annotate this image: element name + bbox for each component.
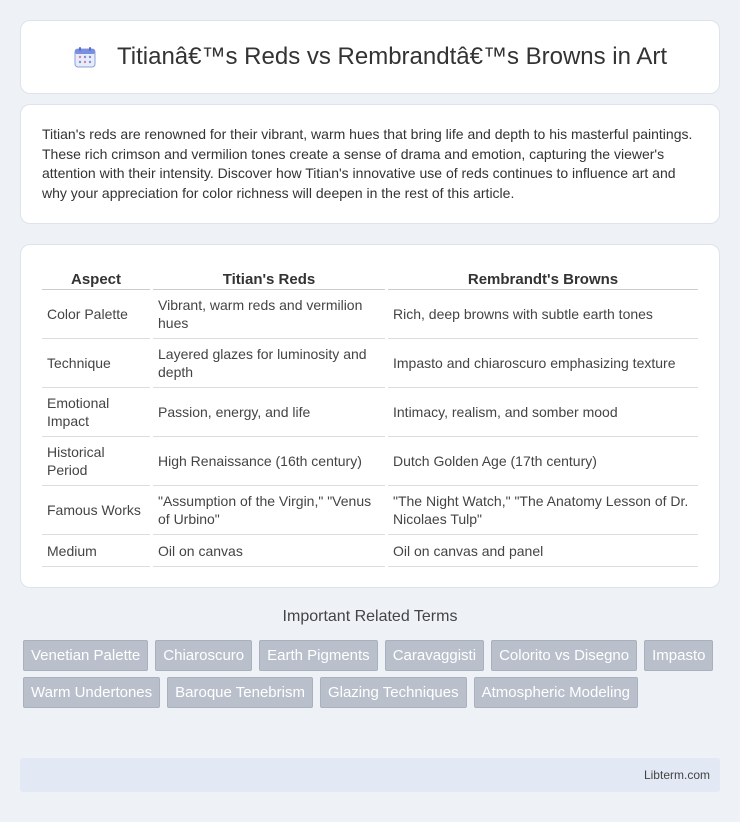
title-card [20,20,720,94]
table-cell-rembrandt: Oil on canvas and panel [388,535,698,567]
table-row [42,535,698,567]
table-row [42,290,698,339]
tag-atmospheric-modeling[interactable]: Atmospheric Modeling [474,677,638,708]
table-cell-titian: Oil on canvas [153,535,385,567]
tag-chiaroscuro[interactable]: Chiaroscuro [155,640,252,671]
table-cell-aspect: Medium [42,535,150,567]
table-cell-rembrandt: Intimacy, realism, and somber mood [388,388,698,437]
table-header-row [42,265,698,290]
comparison-table [39,265,701,567]
header-aspect: Aspect [42,265,150,290]
tag-warm-undertones[interactable]: Warm Undertones [23,677,160,708]
table-row [42,486,698,535]
table-cell-titian: Passion, energy, and life [153,388,385,437]
tag-venetian-palette[interactable]: Venetian Palette [23,640,148,671]
page-title: Titianâ€™s Reds vs Rembrandtâ€™s Browns in Art [117,43,667,70]
footer-brand-link[interactable]: Libterm.com [643,768,710,782]
table-cell-titian: "Assumption of the Virgin," "Venus of Urbino" [153,486,385,535]
tag-earth-pigments[interactable]: Earth Pigments [259,640,378,671]
table-cell-rembrandt: Dutch Golden Age (17th century) [388,437,698,486]
table-cell-rembrandt: "The Night Watch," "The Anatomy Lesson of Dr. Nicolaes Tulp" [388,486,698,535]
tag-caravaggisti[interactable]: Caravaggisti [385,640,484,671]
table-row [42,388,698,437]
tag-baroque-tenebrism[interactable]: Baroque Tenebrism [167,677,313,708]
table-cell-aspect: Historical Period [42,437,150,486]
table-cell-aspect: Famous Works [42,486,150,535]
comparison-table-card [20,244,720,588]
table-cell-rembrandt: Rich, deep browns with subtle earth tones [388,290,698,339]
intro-text: Titian's reds are renowned for their vibrant, warm hues that bring life and depth to his masterful paintings. These rich crimson and vermilion tones create a sense of drama and emotion, capturing the viewer's attention with their intensity. Discover how Titian's innovative use of reds continues to influence art and why your appreciation for color richness will deepen in the rest of this article. [42,126,693,201]
table-cell-titian: Vibrant, warm reds and vermilion hues [153,290,385,339]
table-cell-rembrandt: Impasto and chiaroscuro emphasizing texture [388,339,698,388]
tag-glazing-techniques[interactable]: Glazing Techniques [320,677,467,708]
header-titian: Titian's Reds [153,265,385,290]
table-cell-aspect: Technique [42,339,150,388]
table-cell-titian: Layered glazes for luminosity and depth [153,339,385,388]
intro-card [20,104,720,224]
table-cell-aspect: Color Palette [42,290,150,339]
related-terms-list [23,640,723,714]
table-row [42,437,698,486]
footer [20,758,720,792]
tag-colorito-vs-disegno[interactable]: Colorito vs Disegno [491,640,637,671]
tag-impasto[interactable]: Impasto [644,640,713,671]
calendar-icon [73,45,97,69]
table-cell-titian: High Renaissance (16th century) [153,437,385,486]
related-terms-title: Important Related Terms [282,608,458,625]
table-row [42,339,698,388]
header-rembrandt: Rembrandt's Browns [388,265,698,290]
table-cell-aspect: Emotional Impact [42,388,150,437]
